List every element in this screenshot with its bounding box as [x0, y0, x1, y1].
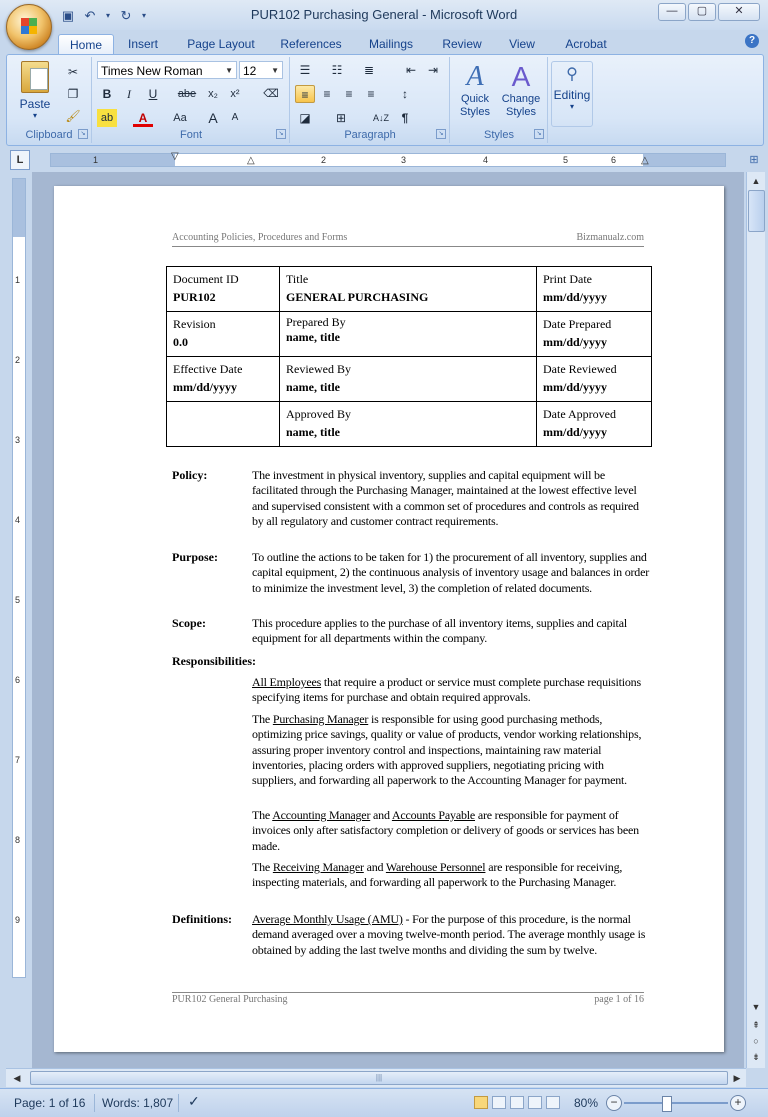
responsibility-text: are responsible for payment of invoices only after satisfactory completion or delivery of goods or services has been made. [252, 808, 639, 853]
term: Accounting Manager [272, 808, 371, 822]
outline-icon[interactable] [528, 1096, 542, 1109]
web-layout-icon[interactable] [510, 1096, 524, 1109]
left-margin-area [51, 154, 175, 166]
definitions-label: Definitions: [172, 912, 232, 926]
styles-launcher-icon[interactable]: ↘ [534, 129, 544, 139]
hanging-indent-icon[interactable]: △ [247, 155, 255, 166]
tab-insert[interactable]: Insert [127, 37, 158, 51]
binoculars-icon: ⚲ [566, 66, 578, 83]
copy-icon[interactable]: ❐ [67, 87, 79, 101]
responsibility-text: is responsible for using good purchasing methods, optimizing price savings, quality or value of products, vendor working relationships, assuring proper inventory control and inspections, maintaining raw material inventories, placing orders with approved suppliers, negotiating pricing with suppliers, and forwarding all paperwork to the Accounting Manager for payment. [252, 712, 642, 788]
document-info-table [166, 266, 652, 447]
zoom-slider[interactable] [624, 1102, 728, 1104]
scroll-thumb[interactable] [748, 190, 765, 232]
table-row [167, 402, 652, 447]
vertical-ruler[interactable] [12, 178, 26, 978]
paste-icon [21, 61, 49, 93]
responsibility-text: that require a product or service must complete purchase requisitions specifying items for purchase and obtain required approvals. [252, 675, 641, 705]
scroll-down-icon[interactable]: ▼ [751, 1002, 761, 1012]
paragraph-label: Paragraph [344, 129, 396, 141]
document-area[interactable] [32, 172, 744, 1068]
ruler-number: 6 [611, 155, 617, 165]
title-value: GENERAL PURCHASING [286, 290, 429, 304]
top-margin-area [13, 179, 25, 237]
purpose-text: To outline the actions to be taken for 1) the procurement of all inventory, supplies and capital equipment, 2) the continuous analysis of inventory usage and balances in order to minimize the investment level, 3) the completion of related documents. [252, 550, 650, 595]
window-controls [658, 3, 760, 21]
font-name-combo[interactable] [97, 61, 237, 79]
effective-date-value: mm/dd/yyyy [173, 380, 238, 394]
font-launcher-icon[interactable]: ↘ [276, 129, 286, 139]
text-fragment: The [252, 712, 273, 726]
table-cell[interactable] [167, 267, 280, 312]
customize-icon[interactable]: ▾ [141, 11, 146, 20]
footer-right: page 1 of 16 [594, 994, 644, 1005]
date-reviewed-value: mm/dd/yyyy [543, 380, 608, 394]
first-line-indent-icon[interactable]: ▽ [171, 151, 179, 162]
undo-dropdown-icon[interactable]: ▾ [105, 11, 110, 20]
responsibility-paragraph [252, 860, 650, 891]
align-left-icon[interactable]: ≡ [295, 85, 315, 103]
table-cell[interactable] [537, 402, 652, 447]
quick-styles-icon: A [466, 61, 484, 92]
editing-label: Editing [553, 88, 591, 102]
term: Warehouse Personnel [385, 860, 486, 874]
window-title: PUR102 Purchasing General - Microsoft Word [250, 7, 518, 22]
quick-styles-label: Quick Styles [460, 93, 490, 118]
text-fragment: The [252, 860, 273, 874]
format-painter-icon[interactable]: 🖌 [65, 109, 81, 123]
text-fragment: and [363, 860, 386, 874]
bold-button[interactable]: B [102, 87, 112, 101]
definition-paragraph [252, 912, 650, 958]
print-date-label: Print Date [543, 272, 592, 286]
show-hide-button[interactable]: ¶ [401, 111, 409, 125]
highlight-button[interactable]: ab [97, 109, 117, 127]
bullets-icon[interactable]: ☰ [299, 63, 311, 77]
help-icon[interactable]: ? [745, 34, 759, 48]
ruler-number: 3 [401, 155, 407, 165]
undo-icon[interactable]: ↶ [84, 8, 96, 23]
table-cell[interactable] [537, 357, 652, 402]
ruler-number: 6 [15, 675, 21, 685]
borders-icon[interactable]: ⊞ [335, 111, 347, 125]
effective-date-label: Effective Date [173, 362, 243, 376]
office-logo-icon [21, 18, 37, 34]
revision-value: 0.0 [173, 335, 188, 349]
tab-view[interactable]: View [509, 37, 535, 51]
line-spacing-icon[interactable]: ↕ [402, 87, 408, 101]
scope-label: Scope: [172, 616, 206, 630]
grow-font-button[interactable]: A [208, 110, 218, 126]
table-cell[interactable] [280, 357, 537, 402]
view-ruler-icon[interactable]: ⊞ [749, 154, 759, 166]
text-fragment: The [252, 808, 273, 822]
term: All Employees [252, 675, 322, 689]
ruler-number: 2 [321, 155, 327, 165]
print-date-value: mm/dd/yyyy [543, 290, 608, 304]
numbering-icon[interactable]: ☷ [331, 63, 343, 77]
reviewed-by-label: Reviewed By [286, 362, 351, 376]
ruler-number: 9 [15, 915, 21, 925]
change-case-button[interactable]: Aa [173, 112, 187, 124]
chevron-down-icon: ▼ [225, 66, 233, 75]
responsibility-text: are responsible for receiving, inspecting materials, and forwarding all paperwork to the Purchasing Manager. [252, 860, 623, 890]
ruler-number: 1 [93, 155, 99, 165]
prepared-by-label: Prepared By [286, 315, 346, 329]
draft-icon[interactable] [546, 1096, 560, 1109]
align-center-icon[interactable]: ≡ [323, 87, 331, 101]
table-cell[interactable] [537, 267, 652, 312]
term: Average Monthly Usage (AMU) [252, 912, 403, 926]
footer-left: PUR102 General Purchasing [172, 994, 288, 1005]
ruler-number: 2 [15, 355, 21, 365]
header-left: Accounting Policies, Procedures and Forms [172, 232, 348, 243]
italic-button[interactable]: I [127, 87, 131, 101]
maximize-button[interactable]: ▢ [688, 3, 716, 21]
footer-rule [172, 992, 644, 993]
table-cell[interactable] [537, 312, 652, 357]
align-right-icon[interactable]: ≡ [345, 87, 353, 101]
proofing-icon[interactable]: ✓ [188, 1093, 200, 1109]
font-color-button[interactable]: A [133, 109, 153, 127]
paragraph-launcher-icon[interactable]: ↘ [436, 129, 446, 139]
shrink-font-button[interactable]: A [231, 112, 239, 123]
responsibility-paragraph [252, 808, 650, 854]
paragraph-group [291, 57, 450, 143]
clear-formatting-icon[interactable]: ⌫ [263, 88, 279, 100]
scope-text: This procedure applies to the purchase of all inventory items, supplies and capital equipment for all departments within the company. [252, 616, 627, 646]
right-margin-area [643, 154, 725, 166]
change-styles-icon: A [511, 61, 531, 92]
previous-page-icon[interactable]: ⇞ [752, 1020, 760, 1030]
zoom-level[interactable]: 80% [574, 1096, 599, 1110]
clipboard-group [7, 57, 92, 143]
responsibility-paragraph [252, 712, 650, 788]
right-indent-icon[interactable]: △ [641, 155, 649, 166]
shading-icon[interactable]: ◪ [299, 111, 311, 125]
approved-by-label: Approved By [286, 407, 351, 421]
chevron-down-icon: ▼ [271, 66, 279, 75]
date-prepared-label: Date Prepared [543, 317, 612, 331]
ruler-number: 7 [15, 755, 21, 765]
document-page[interactable] [54, 186, 724, 1052]
zoom-out-icon[interactable]: − [606, 1095, 622, 1111]
tab-references[interactable]: References [280, 37, 342, 51]
scroll-left-icon[interactable]: ◀ [13, 1073, 21, 1083]
redo-icon[interactable]: ↻ [120, 8, 132, 23]
tab-home[interactable]: Home [58, 34, 114, 55]
responsibilities-label: Responsibilities: [172, 654, 257, 668]
full-screen-reading-icon[interactable] [492, 1096, 506, 1109]
quick-styles-button[interactable] [453, 61, 497, 127]
save-icon[interactable]: ▣ [61, 8, 75, 23]
ruler-number: 5 [563, 155, 569, 165]
strikethrough-button[interactable]: abe [177, 88, 197, 100]
table-cell[interactable] [167, 357, 280, 402]
responsibility-paragraph [252, 675, 650, 706]
editing-group [549, 57, 593, 143]
select-browse-object-icon[interactable]: ○ [753, 1036, 759, 1046]
zoom-in-icon[interactable]: + [730, 1095, 746, 1111]
cut-icon[interactable]: ✂ [67, 65, 79, 79]
paste-label: Paste [19, 97, 51, 111]
table-cell[interactable] [280, 267, 537, 312]
paste-button[interactable]: Paste ▾ [15, 61, 55, 117]
subscript-button[interactable]: x₂ [208, 88, 218, 100]
superscript-button[interactable]: x² [230, 88, 240, 100]
font-group [93, 57, 290, 143]
font-size-combo[interactable] [239, 61, 283, 79]
zoom-slider-handle[interactable] [662, 1096, 672, 1112]
term: Accounts Payable [391, 808, 476, 822]
scroll-right-icon[interactable]: ▶ [733, 1073, 741, 1083]
table-row [167, 357, 652, 402]
term: Receiving Manager [272, 860, 364, 874]
prepared-by-value: name, title [286, 330, 340, 344]
approved-by-value: name, title [286, 425, 340, 439]
tab-selector-icon[interactable]: L [10, 150, 30, 170]
styles-label: Styles [484, 129, 514, 141]
change-styles-label: Change Styles [501, 93, 541, 118]
status-bar [0, 1088, 768, 1117]
header-rule [172, 246, 644, 247]
page-count[interactable]: Page: 1 of 16 [14, 1096, 86, 1110]
clipboard-label: Clipboard [25, 129, 73, 141]
ruler-number: 5 [15, 595, 21, 605]
table-row [167, 312, 652, 357]
table-row [167, 267, 652, 312]
table-cell[interactable] [167, 402, 280, 447]
ruler-number: 3 [15, 435, 21, 445]
revision-label: Revision [173, 317, 216, 331]
tab-acrobat[interactable]: Acrobat [565, 37, 607, 51]
styles-group [451, 57, 548, 143]
divider [178, 1094, 179, 1112]
policy-text: The investment in physical inventory, supplies and capital equipment will be facilitated through the Purchasing Manager, maintained at the lowest effective level and supervised consistent with a common set of procedures and controls as required by all regulatory and customer contract requirements. [252, 468, 639, 528]
date-prepared-value: mm/dd/yyyy [543, 335, 608, 349]
font-label: Font [179, 129, 202, 141]
term: Purchasing Manager [272, 712, 369, 726]
next-page-icon[interactable]: ⇟ [752, 1052, 760, 1062]
vertical-scrollbar[interactable] [746, 172, 765, 1068]
decrease-indent-icon[interactable]: ⇤ [405, 63, 417, 77]
horizontal-scrollbar[interactable] [6, 1068, 746, 1087]
definition-text: - For the purpose of this procedure, is the normal demand averaged over a moving twelve-month period. The average monthly usage is obtained by adding the last twelve months and dividing the sum by twelve. [252, 912, 646, 957]
divider [94, 1094, 95, 1112]
table-cell[interactable] [280, 312, 537, 357]
doc-id-value: PUR102 [173, 290, 216, 304]
minimize-button[interactable]: — [658, 3, 686, 21]
ruler-number: 8 [15, 835, 21, 845]
header-right: Bizmanualz.com [576, 232, 644, 243]
text-fragment: and [370, 808, 392, 822]
ruler-number: 4 [15, 515, 21, 525]
tab-page-layout[interactable]: Page Layout [187, 37, 255, 51]
policy-label: Policy: [172, 468, 208, 482]
justify-icon[interactable]: ≡ [367, 87, 375, 101]
ruler-number: 1 [15, 275, 21, 285]
ribbon [6, 54, 764, 146]
change-styles-button[interactable] [499, 61, 543, 127]
horizontal-ruler[interactable] [50, 153, 726, 167]
close-button[interactable]: ✕ [718, 3, 760, 21]
print-layout-icon[interactable] [474, 1096, 488, 1109]
underline-button[interactable]: U [148, 87, 158, 101]
scroll-up-icon[interactable]: ▲ [751, 176, 761, 186]
sort-button[interactable]: A↓Z [372, 113, 389, 123]
doc-id-label: Document ID [173, 272, 239, 286]
date-approved-value: mm/dd/yyyy [543, 425, 608, 439]
date-reviewed-label: Date Reviewed [543, 362, 617, 376]
reviewed-by-value: name, title [286, 380, 340, 394]
clipboard-launcher-icon[interactable]: ↘ [78, 129, 88, 139]
increase-indent-icon[interactable]: ⇥ [427, 63, 439, 77]
font-size-value: 12 [243, 64, 257, 78]
multilevel-list-icon[interactable]: ≣ [363, 63, 375, 77]
ruler-number: 4 [483, 155, 489, 165]
tab-mailings[interactable]: Mailings [368, 37, 413, 51]
table-cell[interactable] [167, 312, 280, 357]
ribbon-tabs [0, 30, 768, 54]
date-approved-label: Date Approved [543, 407, 616, 421]
office-button[interactable] [6, 4, 52, 50]
font-name-value: Times New Roman [101, 64, 203, 78]
table-cell[interactable] [280, 402, 537, 447]
scroll-thumb[interactable]: ||| [30, 1071, 728, 1085]
tab-review[interactable]: Review [442, 37, 482, 51]
purpose-label: Purpose: [172, 550, 218, 564]
word-count[interactable]: Words: 1,807 [102, 1096, 174, 1110]
title-label: Title [286, 272, 309, 286]
editing-button[interactable]: ⚲ Editing ▾ [551, 61, 593, 127]
